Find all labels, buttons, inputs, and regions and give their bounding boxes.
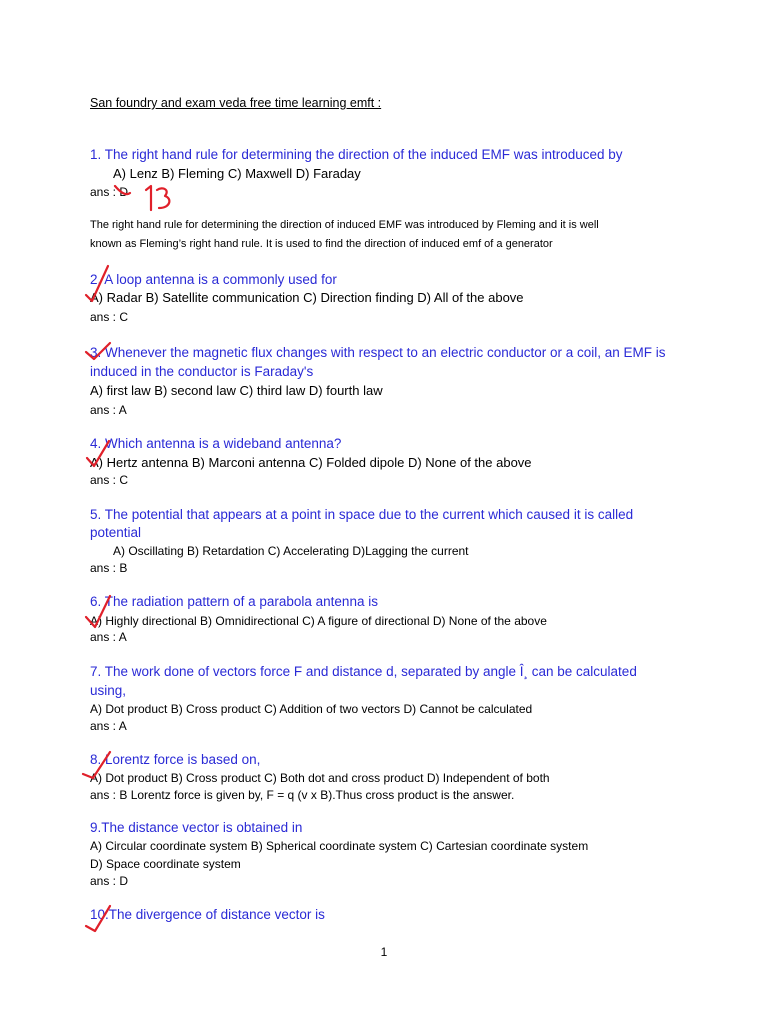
question-8-answer: ans : B Lorentz force is given by, F = q (v x B).Thus cross product is the answer. <box>90 788 515 802</box>
question-2-answer: ans : C <box>90 310 129 324</box>
question-5-options: A) Oscillating B) Retardation C) Accelerating D)Lagging the current <box>113 544 469 558</box>
question-4-answer: ans : C <box>90 473 129 487</box>
question-8: 8. Lorentz force is based on, <box>90 752 261 767</box>
question-7-options: A) Dot product B) Cross product C) Addition of two vectors D) Cannot be calculated <box>90 702 533 716</box>
question-9-options-line-1: A) Circular coordinate system B) Spherical coordinate system C) Cartesian coordinate system <box>90 839 589 853</box>
question-2: 2. A loop antenna is a commonly used for <box>90 272 337 287</box>
question-3-answer: ans : A <box>90 403 127 417</box>
question-1-options: A) Lenz B) Fleming C) Maxwell D) Faraday <box>113 166 361 181</box>
question-4-options: A) Hertz antenna B) Marconi antenna C) Folded dipole D) None of the above <box>90 455 532 470</box>
question-9-options-line-2: D) Space coordinate system <box>90 857 241 871</box>
q1-score-three <box>157 188 169 208</box>
question-7-answer: ans : A <box>90 719 127 733</box>
q1-score-one <box>146 186 151 210</box>
question-9: 9.The distance vector is obtained in <box>90 820 303 835</box>
question-1-answer: ans : D <box>90 185 129 199</box>
question-1: 1. The right hand rule for determining the direction of the induced EMF was introduced by <box>90 147 623 162</box>
question-7-line-1: 7. The work done of vectors force F and distance d, separated by angle Î¸ can be calculated <box>90 664 637 679</box>
question-2-options: A) Radar B) Satellite communication C) Direction finding D) All of the above <box>90 290 524 305</box>
question-4: 4. Which antenna is a wideband antenna? <box>90 436 342 451</box>
question-9-answer: ans : D <box>90 874 129 888</box>
question-5-line-2: potential <box>90 525 142 540</box>
question-3-line-2: induced in the conductor is Faraday's <box>90 364 314 379</box>
question-10: 10.The divergence of distance vector is <box>90 907 325 922</box>
question-6-options: A) Highly directional B) Omnidirectional C) A figure of directional D) None of the above <box>90 614 547 628</box>
question-3-options: A) first law B) second law C) third law D) fourth law <box>90 383 383 398</box>
question-6: 6. The radiation pattern of a parabola antenna is <box>90 594 378 609</box>
question-5-line-1: 5. The potential that appears at a point in space due to the current which caused it is called <box>90 507 634 522</box>
page-heading: San foundry and exam veda free time learning emft : <box>90 96 382 110</box>
question-8-options: A) Dot product B) Cross product C) Both dot and cross product D) Independent of both <box>90 771 550 785</box>
page-number: 1 <box>380 945 388 959</box>
question-1-explanation-line-2: known as Fleming’s right hand rule. It is used to find the direction of induced emf of a generator <box>90 238 553 250</box>
question-7-line-2: using, <box>90 683 127 698</box>
question-5-answer: ans : B <box>90 561 128 575</box>
question-3-line-1: 3. Whenever the magnetic flux changes with respect to an electric conductor or a coil, an EMF is <box>90 345 666 360</box>
question-1-explanation-line-1: The right hand rule for determining the direction of induced EMF was introduced by Fleming and it is well <box>90 219 599 231</box>
question-6-answer: ans : A <box>90 630 127 644</box>
